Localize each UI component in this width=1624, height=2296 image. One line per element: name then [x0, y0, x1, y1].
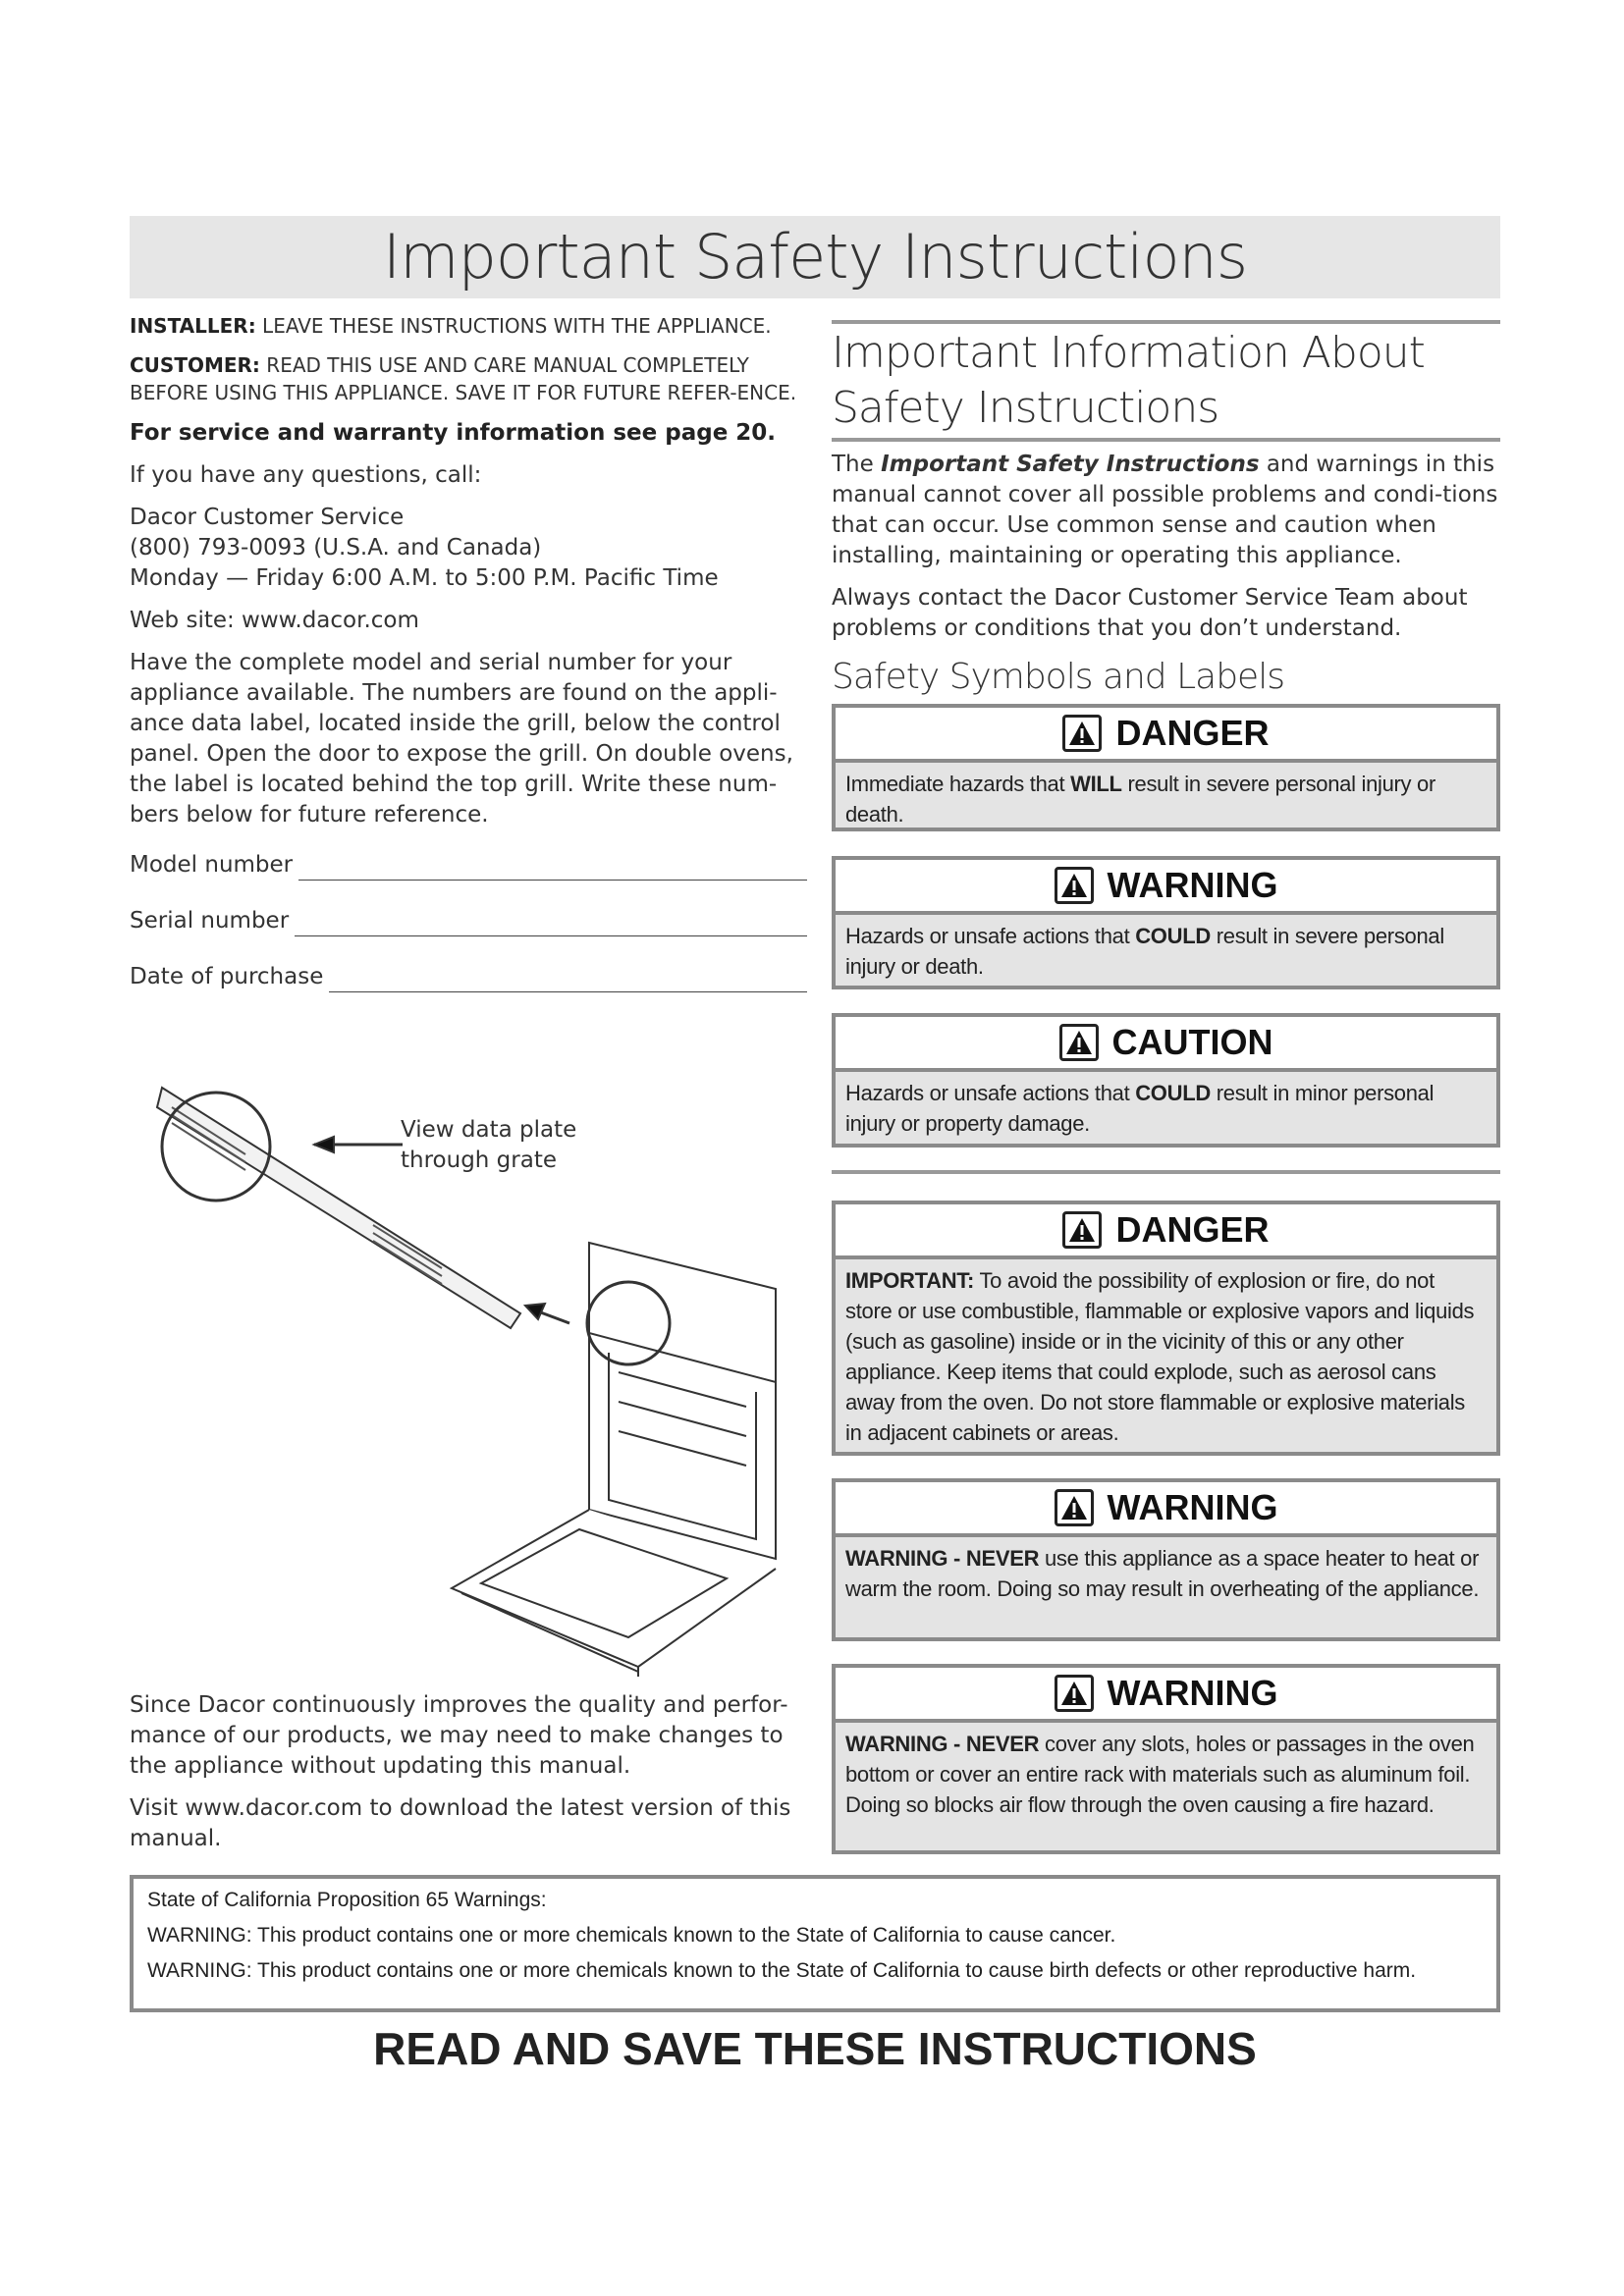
divider: [832, 1170, 1500, 1174]
emphasis: WARNING - NEVER: [845, 1546, 1040, 1571]
box-header: [836, 1482, 1496, 1537]
left-footer-text: [130, 1690, 807, 1866]
p1-end: and warnings in this manual cannot cover all possible problems and condi-tions that can occur. Use common sense and caution when installing, maintaining or operating this appliance.: [832, 452, 1498, 568]
box-title: DANGER: [1115, 713, 1270, 753]
model-info-text: Have the complete model and serial number for your appliance available. The numbers are found on the appli-ance data label, located inside the grill, below the control panel. Open the door to expose the grill. On double ovens, the label is located behind the top grill. Write these num-bers below for future reference.: [130, 650, 793, 828]
service-note: For service and warranty information see page 20.: [130, 420, 777, 446]
box-body: [836, 1259, 1496, 1454]
field-label: Model number: [130, 852, 294, 878]
intro-paragraph: [832, 450, 1500, 571]
warning-box: [832, 1664, 1500, 1854]
danger-box: [832, 704, 1500, 831]
box-title: WARNING: [1107, 1673, 1278, 1713]
customer-text: READ THIS USE AND CARE MANUAL COMPLETELY BEFORE USING THIS APPLIANCE. SAVE IT FOR FUTURE REFER-ENCE.: [130, 353, 797, 404]
warning-triangle-icon: [1059, 1024, 1099, 1061]
text: cover any slots, holes or passages in the oven bottom or cover an entire rack with materials such as aluminum foil. Doing so blocks air flow through the oven causing a fire hazard.: [845, 1732, 1475, 1817]
contact-block: [130, 503, 807, 594]
box-header: [836, 708, 1496, 763]
danger-box: [832, 1201, 1500, 1456]
box-title: DANGER: [1115, 1209, 1270, 1250]
warning-triangle-icon: [1055, 867, 1094, 904]
box-body: [836, 1537, 1496, 1610]
p1-start: The: [832, 452, 882, 477]
prop65-box: [130, 1875, 1500, 2012]
box-title: WARNING: [1107, 1487, 1278, 1527]
contact-paragraph: Always contact the Dacor Customer Service Team about problems or conditions that you don’t understand.: [832, 585, 1468, 641]
warning-box: [832, 856, 1500, 989]
p1-bold: Important Safety Instructions: [881, 452, 1260, 477]
visit-text[interactable]: Visit www.dacor.com to download the latest version of this manual.: [130, 1795, 791, 1851]
box-header: [836, 860, 1496, 915]
field-label: Date of purchase: [130, 964, 324, 989]
field-label: Serial number: [130, 908, 290, 934]
installer-text: LEAVE THESE INSTRUCTIONS WITH THE APPLIANCE.: [255, 314, 772, 338]
warning-triangle-icon: [1055, 1489, 1094, 1526]
text: To avoid the possibility of explosion or fire, do not store or use combustible, flammable or explosive vapors and liquids (such as gasoline) inside or in the vicinity of this or any other appliance. Keep items that could explode, such as aerosol cans away from the oven. Do not store flammable or explosive materials in adjacent cabinets or areas.: [845, 1268, 1475, 1445]
emphasis: WARNING - NEVER: [845, 1732, 1040, 1756]
warning-triangle-icon: [1062, 1211, 1102, 1249]
prop65-heading: State of California Proposition 65 Warnings:: [147, 1889, 547, 1911]
text: result in severe personal injury or death.: [845, 772, 1436, 827]
box-title: WARNING: [1107, 865, 1278, 905]
serial-number-field[interactable]: [130, 906, 807, 936]
text: result in minor personal injury or property damage.: [845, 1081, 1435, 1136]
box-body: [836, 1723, 1496, 1826]
left-column: [130, 312, 807, 1018]
questions-text: If you have any questions, call:: [130, 462, 482, 488]
caution-box: [832, 1013, 1500, 1148]
installer-note: [130, 312, 807, 340]
text: Hazards or unsafe actions that: [845, 924, 1136, 948]
text: result in severe personal injury or death.: [845, 924, 1444, 979]
box-header: [836, 1017, 1496, 1072]
box-title: CAUTION: [1111, 1022, 1273, 1062]
box-body: [836, 1072, 1496, 1145]
customer-label: CUSTOMER:: [130, 353, 260, 377]
box-header: [836, 1668, 1496, 1723]
prop65-warning-reproductive: WARNING: This product contains one or more chemicals known to the State of California to cause birth defects or other reproductive harm.: [147, 1959, 1417, 1982]
right-column: [832, 320, 1500, 699]
customer-note: [130, 351, 807, 406]
symbols-heading: Safety Symbols and Labels: [832, 657, 1284, 697]
improve-text: Since Dacor continuously improves the quality and perfor-mance of our products, we may need to make changes to the appliance without updating this manual.: [130, 1692, 788, 1779]
website-text[interactable]: Web site: www.dacor.com: [130, 608, 419, 633]
emphasis: COULD: [1135, 1081, 1211, 1105]
box-body: [836, 763, 1496, 835]
text: use this appliance as a space heater to heat or warm the room. Doing so may result in overheating of the appliance.: [845, 1546, 1480, 1601]
warning-triangle-icon: [1055, 1675, 1094, 1712]
text: Hazards or unsafe actions that: [845, 1081, 1136, 1105]
oven-data-plate-illustration: [147, 1078, 835, 1686]
prop65-warning-cancer: WARNING: This product contains one or more chemicals known to the State of California to cause cancer.: [147, 1924, 1116, 1947]
installer-label: INSTALLER:: [130, 314, 256, 338]
warning-box: [832, 1478, 1500, 1641]
box-body: [836, 915, 1496, 988]
emphasis: WILL: [1070, 772, 1122, 796]
box-header: [836, 1204, 1496, 1259]
section-heading: Important Information About Safety Instructions: [832, 328, 1425, 433]
footer-heading: READ AND SAVE THESE INSTRUCTIONS: [373, 2023, 1257, 2074]
text: Immediate hazards that: [845, 772, 1071, 796]
model-number-field[interactable]: [130, 850, 807, 881]
contact-phone: (800) 793-0093 (U.S.A. and Canada): [130, 535, 542, 561]
emphasis: IMPORTANT:: [845, 1268, 975, 1293]
figure-caption: View data plate through grate: [401, 1117, 577, 1173]
date-of-purchase-field[interactable]: [130, 962, 807, 992]
contact-name: Dacor Customer Service: [130, 505, 405, 530]
emphasis: COULD: [1135, 924, 1211, 948]
divider: [832, 438, 1500, 442]
warning-triangle-icon: [1062, 715, 1102, 752]
page-title: Important Safety Instructions: [130, 216, 1500, 298]
contact-hours: Monday — Friday 6:00 A.M. to 5:00 P.M. Pacific Time: [130, 565, 719, 591]
